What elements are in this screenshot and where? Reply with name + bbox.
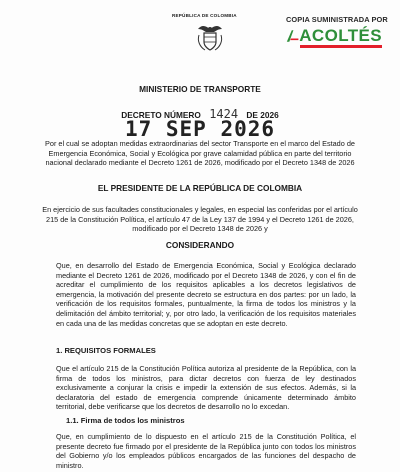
acoltes-mark-icon — [286, 28, 299, 44]
considerando-paragraph-1: Que, en desarrollo del Estado de Emergencia Económica, Social y Ecológica declarado mediante el Decreto 1261 de 2026, modificado por el Decreto 1348 de 2026, y con el fin de acreditar el cumplimiento de los requisitos aplicables a los decretos legislativos de emergencia, la motivación del presente decreto se estructura en dos partes: por un lado, la verificación de los requisitos formales, puntualmente, la firma de todos los ministros y la delimitación del ámbito territorial; y, por otro lado, la verificación de los requisitos materiales en cada una de las medidas concretas que se adoptan en este decreto. — [56, 261, 356, 328]
authority-paragraph: En ejercicio de sus facultades constitucionales y legales, en especial las conferidas por el artículo 215 de la Constitución Política, el artículo 47 de la Ley 137 de 1994 y el Decreto 1261 de 2026, modificado por el Decreto 1348 de 2026 y — [42, 205, 358, 234]
logo-underline — [300, 45, 382, 48]
stamp-title: COPIA SUMINISTRADA POR — [286, 15, 388, 24]
decree-number: 1424 — [209, 107, 239, 121]
subsection-heading-signatures: 1.1. Firma de todos los ministros — [66, 416, 185, 425]
republic-header: REPÚBLICA DE COLOMBIA — [172, 13, 237, 18]
stamp-logo-text: ACOLTÉS — [299, 26, 382, 45]
coat-of-arms-icon — [196, 23, 224, 53]
considerando-paragraph-2: Que el artículo 215 de la Constitución Política autoriza al presidente de la República, con la firma de todos los ministros, para dictar decretos con fuerza de ley destinados exclusivamente a conjurar la crisis e impedir la extensión de sus efectos. Además, si la declaratoria del estado de emergencia comprende únicamente determinado ámbito territorial, debe verificarse que los decretos de desarrollo no lo excedan. — [56, 364, 356, 412]
acoltes-logo — [286, 27, 382, 44]
ministry-title: MINISTERIO DE TRANSPORTE — [139, 84, 261, 94]
president-heading: EL PRESIDENTE DE LA REPÚBLICA DE COLOMBIA — [97, 183, 303, 193]
acoltes-stamp — [286, 15, 388, 51]
considerando-heading: CONSIDERANDO — [165, 240, 235, 250]
decree-label: DECRETO NÚMERO — [121, 110, 201, 120]
section-heading-formal-requirements: 1. REQUISITOS FORMALES — [56, 346, 156, 355]
decree-year: DE 2026 — [246, 110, 279, 120]
considerando-paragraph-3: Que, en cumplimiento de lo dispuesto en el artículo 215 de la Constitución Política, el presente decreto fue firmado por el presidente de la República junto con todos los ministros del Gobierno y/o los empleados públicos encargados de las funciones del despacho de ministro. — [56, 432, 356, 470]
date-stamp: 17 SEP 2026 — [124, 117, 276, 141]
decree-summary: Por el cual se adoptan medidas extraordinarias del sector Transporte en el marco del Estado de Emergencia Económica, Social y Ecológica por grave calamidad pública en parte del territorio nacional declarado mediante el Decreto 1261 de 2026, modificado por el Decreto 1348 de 2026 — [45, 139, 355, 168]
